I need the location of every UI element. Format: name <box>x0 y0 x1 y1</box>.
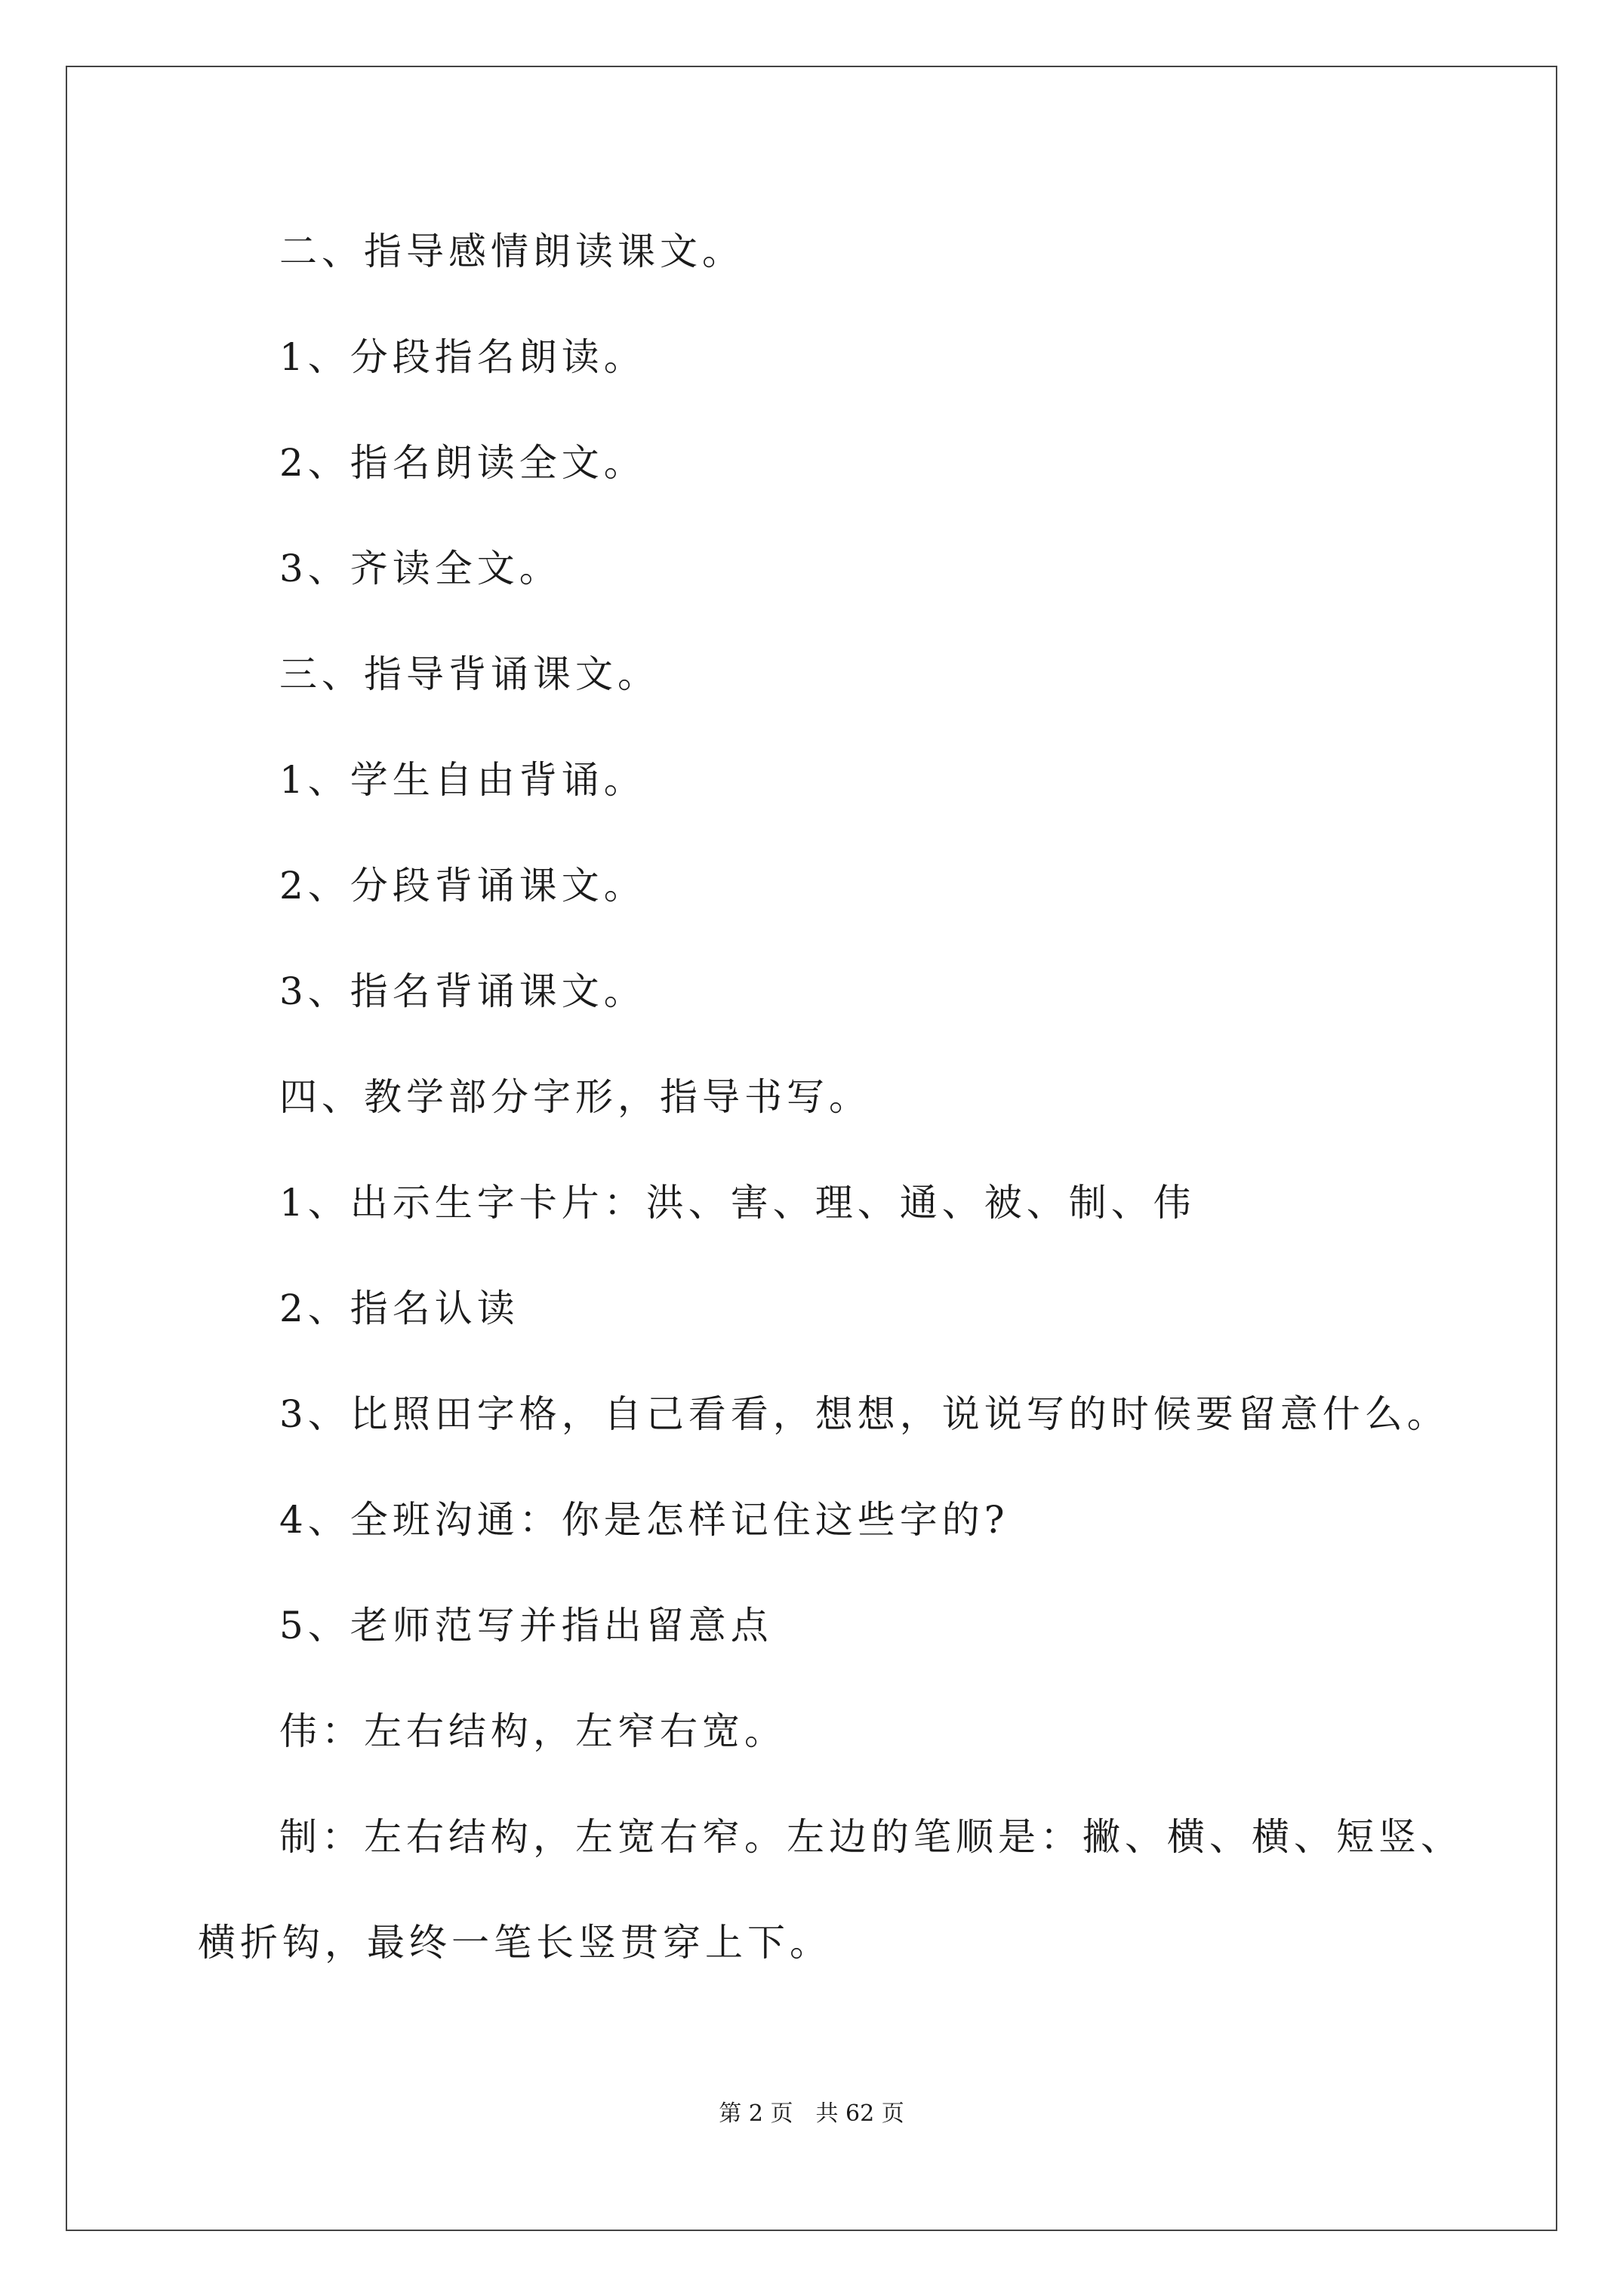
paragraph: 制：左右结构，左宽右窄。左边的笔顺是：撇、横、横、短竖、 <box>279 1815 1463 1859</box>
page-border <box>66 66 1557 2231</box>
heading-recitation: 三、指导背诵课文。 <box>279 652 660 696</box>
page-total: 共 62 页 <box>815 2100 904 2127</box>
list-item: 3、指名背诵课文。 <box>279 969 646 1013</box>
list-item: 1、分段指名朗读。 <box>279 335 646 379</box>
list-item: 3、齐读全文。 <box>279 547 562 590</box>
list-item: 3、比照田字格，自己看看，想想，说说写的时候要留意什么。 <box>279 1392 1449 1436</box>
list-item: 2、指名朗读全文。 <box>279 441 646 485</box>
page-footer <box>0 2100 1623 2128</box>
list-item: 1、出示生字卡片：洪、害、理、通、被、制、伟 <box>279 1181 1196 1225</box>
list-item: 1、学生自由背诵。 <box>279 758 646 802</box>
heading-writing: 四、教学部分字形，指导书写。 <box>279 1075 871 1119</box>
page-number: 第 2 页 <box>719 2100 793 2127</box>
list-item: 5、老师范写并指出留意点 <box>279 1604 773 1647</box>
list-item: 2、分段背诵课文。 <box>279 864 646 908</box>
paragraph: 伟：左右结构，左窄右宽。 <box>279 1709 787 1753</box>
list-item: 4、全班沟通：你是怎样记住这些字的? <box>279 1498 1009 1542</box>
paragraph-continuation: 横折钩，最终一笔长竖贯穿上下。 <box>198 1921 832 1965</box>
heading-guided-reading: 二、指导感情朗读课文。 <box>279 230 744 273</box>
list-item: 2、指名认读 <box>279 1287 519 1330</box>
